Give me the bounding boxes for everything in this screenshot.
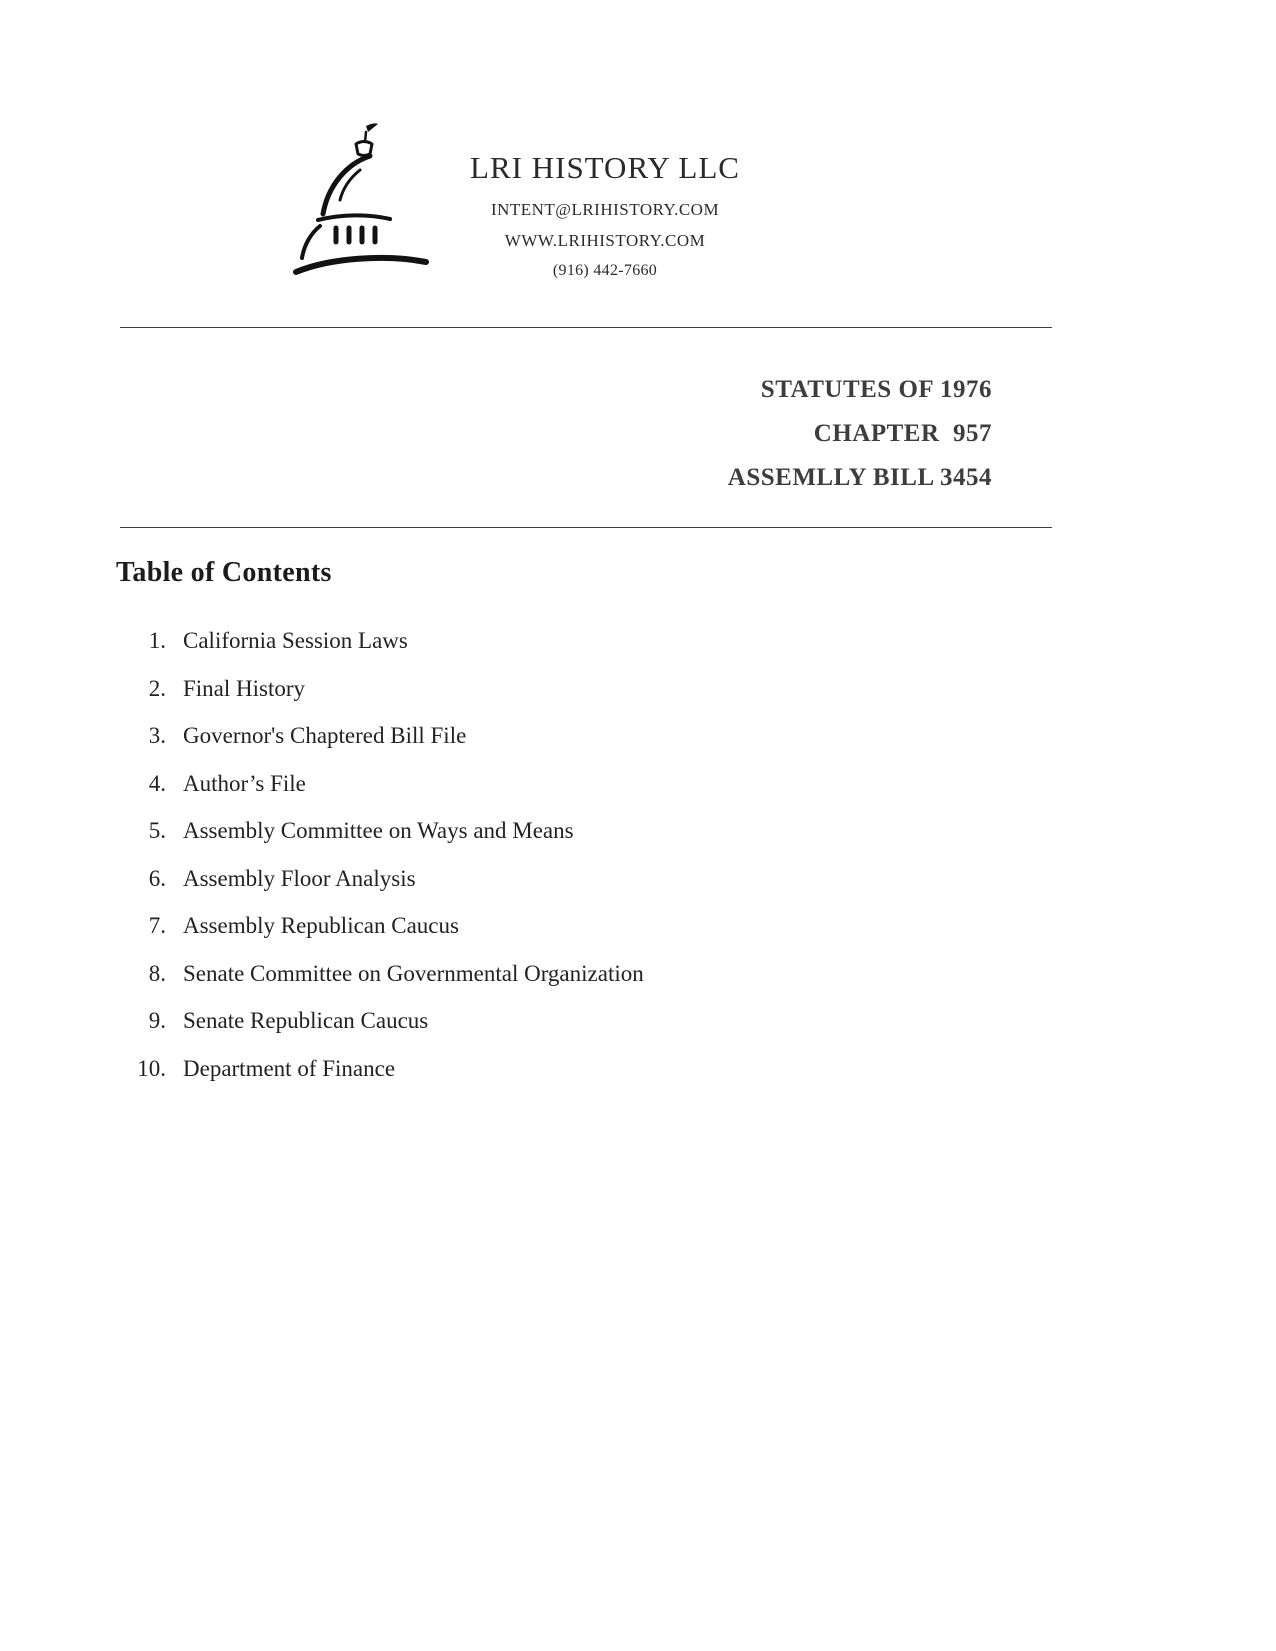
divider-bottom (120, 527, 1052, 528)
toc-item-number: 3. (148, 723, 166, 748)
toc-item (116, 961, 1016, 1009)
toc-item-number: 6. (148, 865, 166, 891)
toc-item (116, 1008, 1016, 1056)
toc-item-label: Assembly Floor Analysis (183, 865, 416, 891)
toc-item-label: Assembly Committee on Ways and Means (183, 818, 574, 843)
toc-item-label: Senate Republican Caucus (183, 1008, 429, 1033)
toc-list (116, 628, 1016, 1103)
toc-item (116, 1056, 1016, 1104)
company-website: WWW.LRIHISTORY.COM (504, 231, 706, 250)
statute-title-block (420, 368, 992, 500)
toc-item-number: 9. (148, 1008, 166, 1033)
toc-item (116, 771, 1016, 819)
company-phone: (916) 442-7660 (552, 262, 658, 279)
toc-item (116, 676, 1016, 724)
toc-item-label: Assembly Republican Caucus (183, 913, 459, 938)
toc-item (116, 913, 1016, 961)
company-name: LRI HISTORY LLC (470, 150, 740, 185)
toc-item-label: Senate Committee on Governmental Organization (183, 960, 644, 986)
statute-year-line: STATUTES OF 1976 (760, 376, 992, 403)
toc-item-label: Governor's Chaptered Bill File (183, 723, 467, 748)
toc-item-label: Author’s File (183, 770, 306, 796)
toc-item-label: California Session Laws (183, 628, 408, 653)
bill-line: ASSEMLLY BILL 3454 (727, 464, 992, 491)
divider-top (120, 327, 1052, 328)
toc-item-number: 1. (148, 628, 166, 653)
company-email: INTENT@LRIHISTORY.COM (490, 200, 720, 219)
toc-item (116, 723, 1016, 771)
toc-item-number: 10. (137, 1055, 166, 1081)
toc-item-number: 7. (148, 913, 166, 938)
toc-item-label: Final History (183, 675, 306, 701)
toc-item-number: 8. (148, 960, 166, 986)
toc-item-label: Department of Finance (183, 1055, 396, 1081)
toc-item (116, 866, 1016, 914)
chapter-line: CHAPTER 957 (813, 420, 992, 447)
toc-item (116, 628, 1016, 676)
capitol-dome-logo-icon (290, 122, 440, 287)
toc-item-number: 4. (148, 770, 166, 796)
letterhead (430, 150, 780, 291)
toc-item-number: 5. (148, 818, 166, 843)
toc-item-number: 2. (148, 675, 166, 701)
toc-heading: Table of Contents (116, 557, 332, 588)
toc-item (116, 818, 1016, 866)
